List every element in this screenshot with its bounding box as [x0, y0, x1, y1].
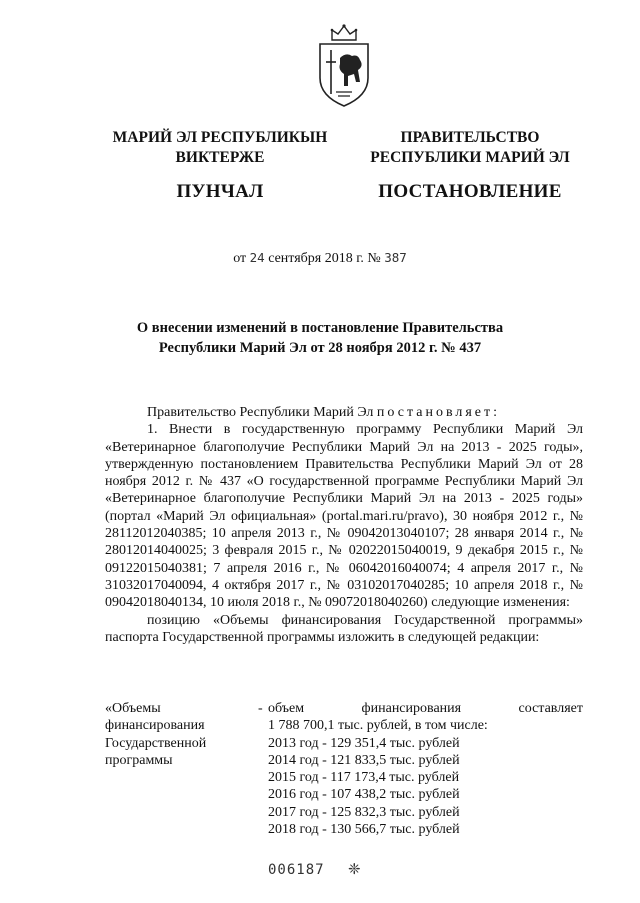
document-number: 387: [384, 250, 407, 265]
date-middle: сентября 2018 г. №: [268, 251, 381, 266]
value-word: составляет: [518, 701, 583, 716]
value-line: 1 788 700,1 тыс. рублей, в том числе:: [268, 718, 488, 734]
label-line: Государственной: [105, 735, 207, 751]
ornament-mark: ❈: [348, 862, 361, 878]
value-line: 2015 год - 117 173,4 тыс. рублей: [268, 770, 460, 786]
value-line: 2017 год - 125 832,3 тыс. рублей: [268, 804, 460, 820]
coat-of-arms-emblem: [314, 22, 374, 108]
value-line: 2016 год - 107 438,2 тыс. рублей: [268, 787, 460, 803]
value-first-line: [268, 700, 583, 717]
financing-label: [105, 700, 245, 769]
date-day: 24: [249, 250, 265, 265]
document-title: [0, 318, 640, 358]
header-russian-language: [350, 128, 590, 202]
value-line: 2013 год - 129 351,4 тыс. рублей: [268, 735, 460, 751]
table-dash: -: [258, 701, 263, 716]
intro-paragraph: [105, 404, 583, 421]
intro-text: Правительство Республики Марий Эл: [147, 405, 374, 420]
header-right-line2: РЕСПУБЛИКИ МАРИЙ ЭЛ: [370, 149, 570, 166]
header-left-line2: ВИКТЕРЖЕ: [175, 149, 265, 166]
label-line: программы: [105, 752, 173, 768]
label-line: «Объемы: [105, 701, 161, 716]
value-line: 2018 год - 130 566,7 тыс. рублей: [268, 822, 460, 838]
document-date-line: [0, 250, 640, 267]
financing-values: [268, 700, 583, 838]
paragraph-2: позицию «Объемы финансирования Государственной программы» паспорта Государственной программы изложить в следующей редакции:: [105, 612, 583, 645]
label-line: финансирования: [105, 718, 205, 734]
date-prefix: от: [233, 251, 247, 266]
paragraph-1: 1. Внести в государственную программу Республики Марий Эл «Ветеринарное благополучие Республики Марий Эл на 2013 - 2025 годы», утвержденную постановлением Правительства Республики Марий Эл от 28 ноября 2012 г. № 437 «О государственной программе Республики Марий Эл «Ветеринарное благополучие Республики Марий Эл на 2013 - 2025 годы» (портал «Марий Эл официальная» (portal.mari.ru/pravo), 30 ноября 2012 г., № 28112012040385; 10 апреля 2013 г., № 09042013040107; 28 января 2014 г., № 28012014040025; 3 февраля 2015 г., № 02022015040019, 9 декабря 2015 г., № 09122015040381; 7 апреля 2016 г., № 06042016040074; 4 апреля 2017 г., № 31032017040094, 4 октября 2017 г., № 03102017040285; 10 апреля 2018 г., № 09042018040134, 10 июля 2018 г., № 09072018040260) следующие изменения:: [105, 422, 583, 611]
value-line: 2014 год - 121 833,5 тыс. рублей: [268, 752, 460, 768]
title-line2: Республики Марий Эл от 28 ноября 2012 г. № 437: [158, 340, 482, 356]
document-body: [105, 404, 583, 646]
serial-number: 006187: [268, 862, 325, 878]
value-word: объем: [268, 701, 305, 716]
header-mari-language: [100, 128, 340, 202]
header-left-doc-type: ПУНЧАЛ: [176, 181, 264, 202]
value-word: финансирования: [361, 701, 462, 716]
title-line1: О внесении изменений в постановление Правительства: [136, 320, 504, 336]
header-right-doc-type: ПОСТАНОВЛЕНИЕ: [378, 181, 562, 202]
header-right-line1: ПРАВИТЕЛЬСТВО: [400, 129, 540, 146]
intro-decree-word: постановляет:: [376, 405, 501, 420]
header-left-line1: МАРИЙ ЭЛ РЕСПУБЛИКЫН: [112, 129, 328, 146]
